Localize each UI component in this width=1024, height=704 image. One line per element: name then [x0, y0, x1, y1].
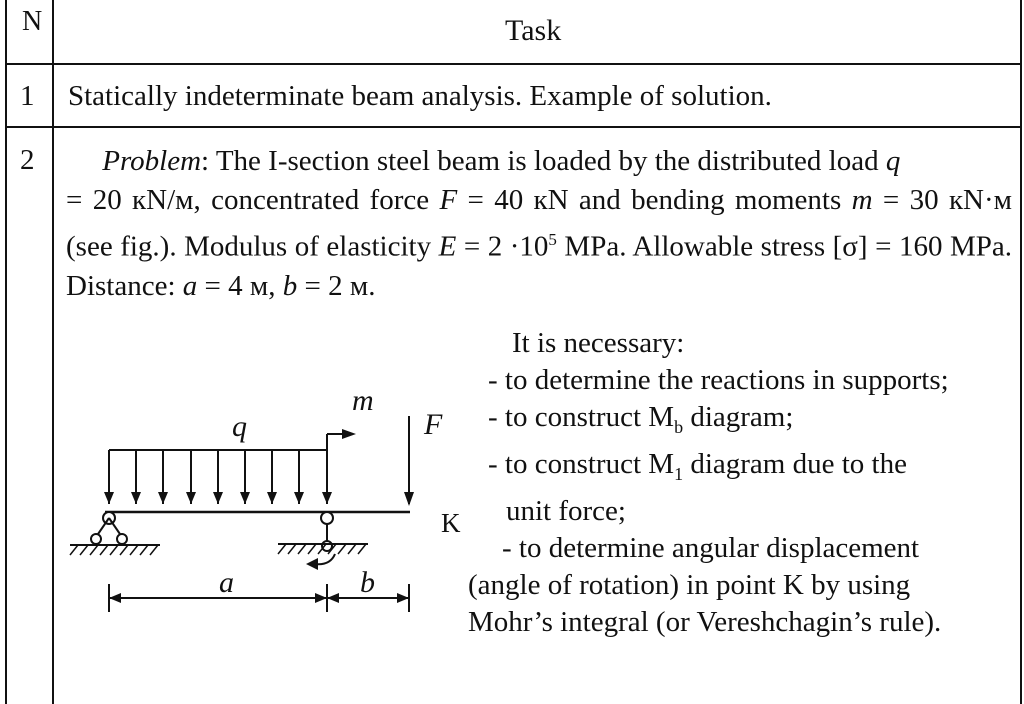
task-intro: It is necessary: — [512, 327, 685, 359]
problem-b: b — [282, 269, 298, 302]
problem-statement — [66, 142, 1012, 306]
task-item-angle: - to determine angular displacement — [502, 531, 920, 564]
label-dim-a: a — [219, 566, 234, 599]
row1-task-text: Statically indeterminate beam analysis. Example of solution. — [68, 80, 772, 112]
problem-text-8: = 2 м. — [297, 269, 376, 302]
task-item-m1-cont: unit force; — [506, 494, 626, 527]
problem-a: a — [182, 269, 198, 302]
header-task: Task — [505, 14, 562, 47]
middle-support — [278, 512, 368, 564]
problem-F: F — [439, 184, 458, 216]
problem-q: q — [885, 145, 901, 177]
problem-exponent: 5 — [548, 230, 557, 249]
label-q: q — [232, 410, 247, 443]
problem-E: E — [438, 230, 457, 263]
row-divider-2 — [5, 126, 1022, 128]
problem-text-3: = 40 кN and bending moments — [457, 184, 852, 216]
problem-text-5: = 2 ·10 — [456, 230, 549, 263]
problem-text-6: MPa. Allowable stress [σ] = 160 MPa. Distance: — [66, 230, 1013, 302]
moment-m-arrowhead — [342, 429, 356, 439]
problem-text-7: = 4 м, — [197, 269, 283, 302]
label-m: m — [352, 384, 374, 417]
task-item-angle-cont2: Mohr’s integral (or Vereshchagin’s rule). — [468, 605, 942, 638]
row-divider-1 — [5, 63, 1022, 65]
label-K: K — [441, 508, 461, 538]
header-n: N — [22, 6, 43, 37]
force-F-arrowhead — [404, 492, 414, 506]
row1-number: 1 — [20, 80, 35, 112]
task-item-reactions: - to determine the reactions in supports; — [488, 364, 949, 396]
task-item-mb: - to construct $M_b$ diagram; — [488, 401, 794, 437]
left-support — [70, 512, 160, 555]
problem-text-1: : The I-section steel beam is loaded by the distributed load — [201, 145, 886, 177]
label-F: F — [424, 408, 443, 441]
row2-number: 2 — [20, 144, 35, 176]
task-list — [468, 325, 1012, 641]
table-border-right — [1020, 0, 1022, 704]
label-dim-b: b — [360, 566, 375, 599]
problem-label: Problem — [102, 145, 202, 177]
problem-text-4: = 30 кN·м (see fig.). Modulus of elasticity — [66, 184, 1012, 263]
problem-text-2: = 20 кN/м, concentrated force — [66, 184, 440, 216]
problem-m: m — [851, 184, 873, 216]
task-item-m1: - to construct $M_1$ diagram due to the — [488, 447, 907, 484]
task-item-angle-cont1: (angle of rotation) in point K by using — [468, 568, 911, 601]
